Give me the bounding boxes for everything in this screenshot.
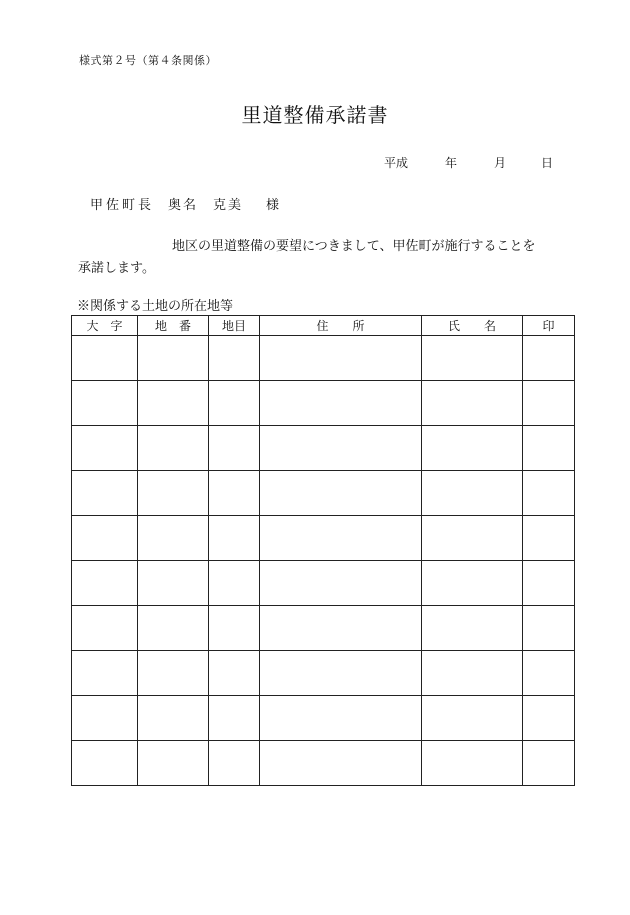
address-cell [260, 606, 422, 651]
chimoku-cell [209, 426, 260, 471]
chiban-cell [138, 426, 209, 471]
name-cell [422, 561, 523, 606]
header-name: 氏 名 [422, 316, 523, 336]
header-oaza: 大 字 [72, 316, 138, 336]
chimoku-cell [209, 561, 260, 606]
chiban-cell [138, 561, 209, 606]
table-row [72, 381, 575, 426]
table-row [72, 561, 575, 606]
name-cell [422, 696, 523, 741]
chiban-cell [138, 516, 209, 561]
header-chimoku: 地目 [209, 316, 260, 336]
name-cell [422, 741, 523, 786]
name-cell [422, 651, 523, 696]
table-row [72, 651, 575, 696]
oaza-cell [72, 381, 138, 426]
chiban-cell [138, 606, 209, 651]
oaza-cell [72, 426, 138, 471]
name-cell [422, 336, 523, 381]
chiban-cell [138, 741, 209, 786]
address-cell [260, 651, 422, 696]
chimoku-cell [209, 516, 260, 561]
header-address: 住 所 [260, 316, 422, 336]
date-era: 平成 [384, 156, 409, 170]
chimoku-cell [209, 471, 260, 516]
chimoku-cell [209, 606, 260, 651]
header-chiban: 地 番 [138, 316, 209, 336]
date-month: 月 [494, 156, 507, 170]
seal-cell [523, 516, 575, 561]
body-text-line-1: 地区の里道整備の要望につきまして、甲佐町が施行することを [172, 239, 536, 254]
form-number: 様式第２号（第４条関係） [79, 54, 217, 67]
header-seal: 印 [523, 316, 575, 336]
seal-cell [523, 606, 575, 651]
table-body [72, 336, 575, 786]
name-cell [422, 606, 523, 651]
name-cell [422, 381, 523, 426]
seal-cell [523, 696, 575, 741]
oaza-cell [72, 471, 138, 516]
chiban-cell [138, 336, 209, 381]
recipient-honorific: 様 [266, 198, 280, 213]
address-cell [260, 426, 422, 471]
address-cell [260, 336, 422, 381]
oaza-cell [72, 606, 138, 651]
date-day: 日 [541, 156, 554, 170]
oaza-cell [72, 336, 138, 381]
oaza-cell [72, 561, 138, 606]
chimoku-cell [209, 381, 260, 426]
recipient-name: 奥名 克美 [168, 198, 244, 213]
chiban-cell [138, 651, 209, 696]
recipient-office: 甲佐町長 [90, 198, 155, 213]
address-cell [260, 381, 422, 426]
chimoku-cell [209, 651, 260, 696]
table-row [72, 696, 575, 741]
name-cell [422, 426, 523, 471]
seal-cell [523, 381, 575, 426]
table-row [72, 516, 575, 561]
oaza-cell [72, 696, 138, 741]
address-cell [260, 696, 422, 741]
address-cell [260, 516, 422, 561]
table-row [72, 426, 575, 471]
chiban-cell [138, 471, 209, 516]
address-cell [260, 561, 422, 606]
table-row [72, 336, 575, 381]
chiban-cell [138, 381, 209, 426]
seal-cell [523, 426, 575, 471]
date-year: 年 [445, 156, 458, 170]
oaza-cell [72, 741, 138, 786]
name-cell [422, 516, 523, 561]
table-row [72, 741, 575, 786]
seal-cell [523, 336, 575, 381]
chiban-cell [138, 696, 209, 741]
seal-cell [523, 651, 575, 696]
oaza-cell [72, 651, 138, 696]
seal-cell [523, 741, 575, 786]
document-title: 里道整備承諾書 [241, 103, 389, 127]
body-text-line-2: 承諾します。 [78, 261, 155, 276]
oaza-cell [72, 516, 138, 561]
chimoku-cell [209, 741, 260, 786]
seal-cell [523, 471, 575, 516]
table-caption: ※関係する土地の所在地等 [77, 299, 234, 314]
address-cell [260, 471, 422, 516]
chimoku-cell [209, 336, 260, 381]
land-location-table [71, 315, 575, 786]
table-row [72, 606, 575, 651]
address-cell [260, 741, 422, 786]
name-cell [422, 471, 523, 516]
chimoku-cell [209, 696, 260, 741]
table-header-row [72, 316, 575, 336]
table-row [72, 471, 575, 516]
seal-cell [523, 561, 575, 606]
